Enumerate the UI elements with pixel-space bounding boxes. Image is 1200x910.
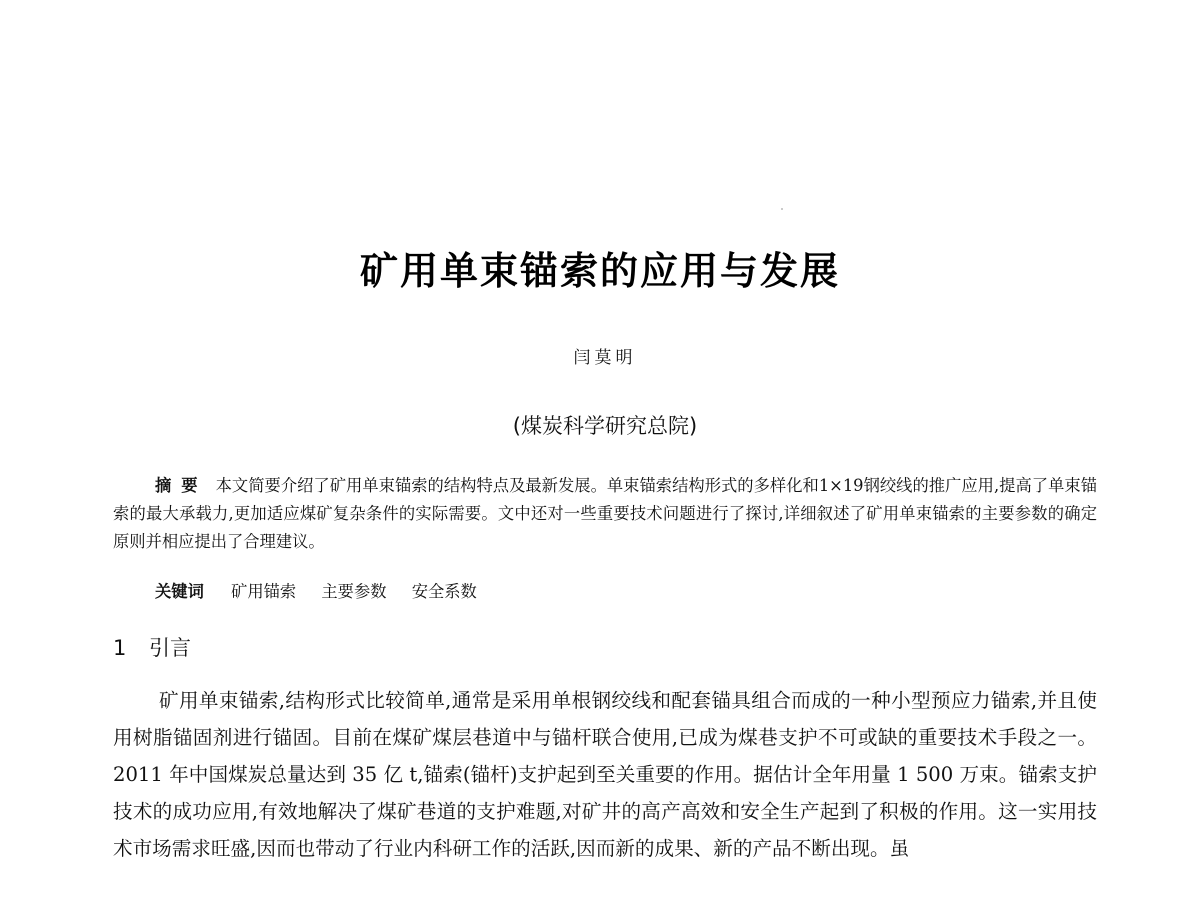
author-affiliation: (煤炭科学研究总院): [512, 414, 698, 438]
keyword-item: 主要参数: [321, 582, 387, 601]
abstract: [113, 472, 1097, 556]
paper-title: 矿用单束锚索的应用与发展: [359, 249, 840, 293]
section-title: 引言: [149, 636, 191, 660]
author-name: 闫莫明: [573, 348, 637, 368]
abstract-label: 摘要: [155, 476, 208, 495]
scan-speck: [781, 208, 783, 210]
keyword-item: 安全系数: [411, 582, 477, 601]
section-number: 1: [113, 636, 127, 660]
section-heading: [113, 630, 191, 666]
body-paragraph: 矿用单束锚索,结构形式比较简单,通常是采用单根钢绞线和配套锚具组合而成的一种小型预应力锚索,并且使用树脂锚固剂进行锚固。目前在煤矿煤层巷道中与锚杆联合使用,已成为煤巷支护不可或缺的重要技术手段之一。2011 年中国煤炭总量达到 35 亿 t,锚索(锚杆)支护起到至关重要的作用。据估计全年用量 1 500 万束。锚索支护技术的成功应用,有效地解决了煤矿巷道的支护难题,对矿井的高产高效和安全生产起到了积极的作用。这一实用技术市场需求旺盛,因而也带动了行业内科研工作的活跃,因而新的成果、新的产品不断出现。虽: [113, 689, 1097, 860]
keywords: [155, 578, 1055, 606]
keyword-item: 矿用锚索: [231, 582, 297, 601]
keywords-label: 关键词: [155, 582, 204, 601]
abstract-text: 本文简要介绍了矿用单束锚索的结构特点及最新发展。单束锚索结构形式的多样化和1×19钢绞线的推广应用,提高了单束锚索的最大承载力,更加适应煤矿复杂条件的实际需要。文中还对一些重要技术问题进行了探讨,详细叙述了矿用单束锚索的主要参数的确定原则并相应提出了合理建议。: [113, 476, 1097, 551]
